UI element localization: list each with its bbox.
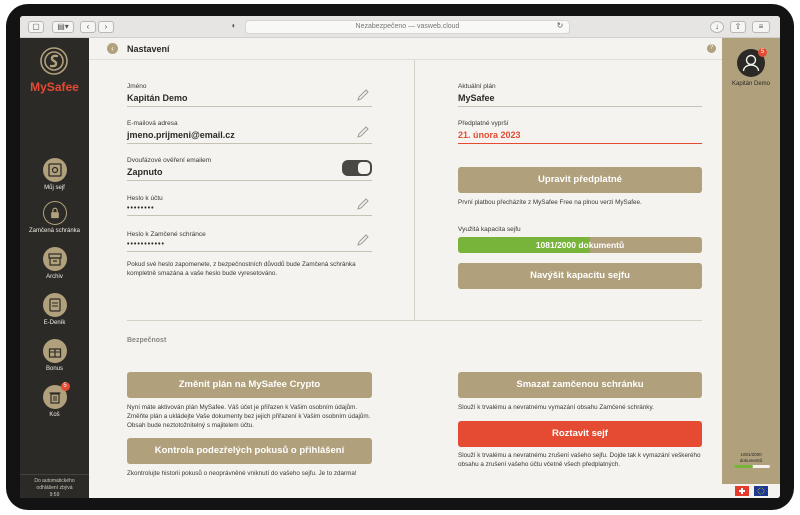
capacity-progress-text: 1081/2000 dokumentů [535, 240, 625, 250]
lock-icon [43, 201, 67, 225]
edit-password-icon[interactable] [356, 197, 370, 211]
locked-password-value: ••••••••••• [127, 241, 165, 248]
sidebar-item-archive[interactable] [20, 247, 89, 280]
column-divider [414, 60, 415, 320]
tabs-icon[interactable]: ≡ [752, 21, 770, 33]
twofa-field [127, 157, 372, 181]
safe-icon [43, 158, 67, 182]
edit-subscription-button[interactable]: Upravit předplatné [458, 167, 702, 193]
brand-name: MySafee [30, 80, 79, 94]
privacy-shield-icon[interactable]: ◐ [231, 21, 237, 30]
capacity-mini-bar [734, 465, 770, 468]
sidebar-item-bonus[interactable] [20, 339, 89, 372]
eu-flag-icon[interactable] [754, 486, 768, 496]
expiry-value: 21. února 2023 [458, 130, 521, 140]
capacity-mini-unit: dokumentů [739, 458, 763, 463]
capacity-mini-fill [734, 465, 753, 468]
security-section-title: Bezpečnost [127, 337, 167, 344]
user-name: Kapitán Demo [731, 81, 771, 87]
email-field[interactable] [127, 120, 372, 144]
logo-icon [39, 46, 69, 76]
password-field[interactable] [127, 195, 372, 216]
plan-note: První platbou přecházíte z MySafee Free na plnou verzi MySafee. [458, 199, 642, 206]
locked-password-field[interactable] [127, 231, 372, 252]
password-label: Heslo k účtu [127, 195, 163, 202]
sidebar-item-trash[interactable] [20, 385, 89, 418]
page-title: Nastavení [127, 44, 170, 54]
device-frame [6, 4, 794, 510]
subscription-expiry-field [458, 120, 702, 144]
capacity-mini-label [722, 452, 780, 464]
name-field[interactable] [127, 83, 372, 107]
capacity-progress-bar [458, 237, 702, 253]
password-note: Pokud své heslo zapomenete, z bezpečnostních důvodů bude Zamčená schránka kompletně smazána a vaše heslo bude vyresetováno. [127, 261, 356, 277]
edit-locked-password-icon[interactable] [356, 233, 370, 247]
current-plan-label: Aktuální plán [458, 83, 496, 90]
sidebar-item-locked-box[interactable] [20, 201, 89, 234]
sidebar-item-label: Archiv [46, 274, 63, 280]
capacity-label: Využitá kapacita sejfu [458, 226, 521, 233]
user-panel [722, 38, 780, 498]
destroy-safe-note: Slouží k trvalému a nevratnému zrušení vašeho sejfu. Dojde tak k vymazání veškerého obsahu a zrušení vašeho účtu včetně všech předplatných. [458, 452, 701, 468]
sidebar-item-diary[interactable] [20, 293, 89, 326]
main-content [89, 38, 722, 498]
login-attempts-button[interactable]: Kontrola podezřelých pokusů o přihlášení [127, 438, 372, 464]
forward-nav-icon[interactable]: › [98, 21, 114, 33]
name-value: Kapitán Demo [127, 93, 188, 103]
session-timer-label: Do automatického [34, 478, 75, 484]
login-attempts-note: Zkontrolujte historii pokusů o neoprávněné vniknutí do vašeho sejfu. Je to zdarma! [127, 470, 357, 477]
archive-icon [43, 247, 67, 271]
notification-badge: 5 [758, 48, 767, 57]
name-label: Jméno [127, 83, 147, 90]
page-header [89, 38, 722, 60]
session-timer-value: 9:59 [49, 492, 60, 498]
edit-name-icon[interactable] [356, 88, 370, 102]
toggle-knob [358, 162, 370, 174]
destroy-safe-button[interactable]: Roztavit sejf [458, 421, 702, 447]
back-nav-icon[interactable]: ‹ [80, 21, 96, 33]
share-icon[interactable]: ⇧ [730, 21, 746, 33]
crypto-note: Nyní máte aktivován plán MySafee. Váš účet je přiřazen k Vašim osobním údajům. Změňte plán a ukládejte Vaše dokumenty bez jejich přiřazení k Vašim osobním údajům. Obsah bude neztotožnitelný s majitelem účtu. [127, 404, 371, 429]
reload-icon[interactable]: ↻ [556, 21, 564, 30]
twofa-value: Zapnuto [127, 167, 163, 177]
section-divider [127, 320, 702, 321]
browser-toolbar [20, 16, 780, 38]
delete-locked-note: Slouží k trvalému a nevratnému vymazání obsahu Zamčené schránky. [458, 404, 654, 411]
download-icon[interactable]: ↓ [710, 21, 724, 33]
delete-locked-box-button[interactable]: Smazat zamčenou schránku [458, 372, 702, 398]
twofa-label: Dvoufázové ověření emailem [127, 157, 212, 164]
password-value: •••••••• [127, 205, 155, 212]
twofa-toggle[interactable] [342, 160, 372, 176]
sidebar-item-label: Můj sejf [44, 185, 65, 191]
capacity-mini-value: 1081/2000 [740, 452, 762, 457]
current-plan-field [458, 83, 702, 107]
current-plan-value: MySafee [458, 93, 495, 103]
edit-email-icon[interactable] [356, 125, 370, 139]
expiry-label: Předplatné vyprší [458, 120, 509, 127]
sidebar-toggle-icon[interactable]: ▢ [28, 21, 44, 33]
avatar[interactable] [737, 49, 765, 77]
locked-password-label: Heslo k Zamčené schránce [127, 231, 206, 238]
back-button[interactable]: ‹ [107, 43, 118, 54]
screen [20, 16, 780, 498]
increase-capacity-button[interactable]: Navýšit kapacitu sejfu [458, 263, 702, 289]
sidebar-item-label: Bonus [45, 366, 63, 372]
session-timer-label: odhlášení zbývá [36, 485, 73, 491]
email-value: jmeno.prijmeni@email.cz [127, 130, 235, 140]
swiss-flag-icon[interactable] [735, 486, 749, 496]
sidebar-item-label: Koš [49, 412, 60, 418]
tab-overview-icon[interactable]: ▤▾ [52, 21, 74, 33]
gift-icon [43, 339, 67, 363]
trash-count-badge: 5 [61, 382, 70, 391]
email-label: E-mailová adresa [127, 120, 178, 127]
sidebar-item-my-safe[interactable] [20, 158, 89, 191]
trash-icon [43, 385, 67, 409]
change-to-crypto-button[interactable]: Změnit plán na MySafee Crypto [127, 372, 372, 398]
help-button[interactable]: ? [707, 44, 716, 53]
language-switcher [722, 484, 780, 498]
sidebar [20, 38, 89, 498]
sidebar-item-label: Zamčená schránka [28, 228, 81, 234]
sidebar-item-label: E-Deník [43, 320, 66, 326]
address-bar[interactable]: Nezabezpečeno — vasweb.cloud [245, 20, 570, 34]
diary-icon [43, 293, 67, 317]
session-timer [20, 474, 89, 498]
